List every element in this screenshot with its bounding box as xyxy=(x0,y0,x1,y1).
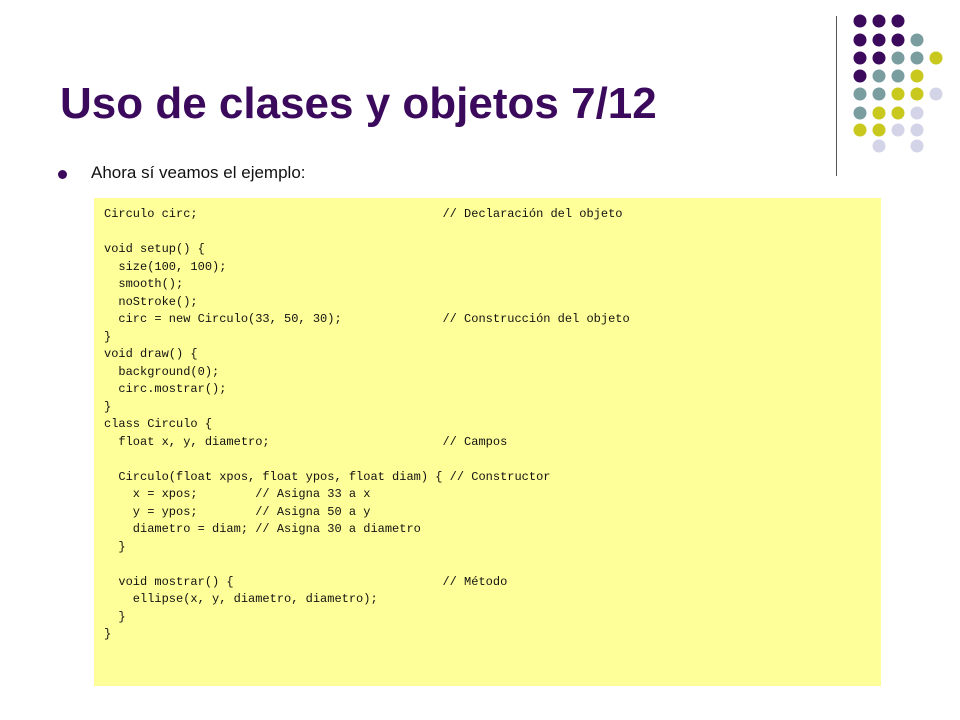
code-line: } xyxy=(104,609,126,624)
decorative-dot-icon xyxy=(854,34,867,47)
decorative-dot-icon xyxy=(873,88,886,101)
decorative-dot-icon xyxy=(892,15,905,28)
decorative-dot-icon xyxy=(854,70,867,83)
code-line: class Circulo { xyxy=(104,417,213,431)
code-line: float x, y, diametro; // Campos xyxy=(104,434,508,449)
code-line: noStroke(); xyxy=(104,294,198,309)
code-line: } xyxy=(104,627,112,641)
decorative-dot-icon xyxy=(892,34,905,47)
decorative-dot-icon xyxy=(892,124,905,137)
decorative-dot-icon xyxy=(873,34,886,47)
decorative-dot-icon xyxy=(854,15,867,28)
decorative-dot-icon xyxy=(873,124,886,137)
code-line: circ = new Circulo(33, 50, 30); // Construcción del objeto xyxy=(104,312,630,326)
decorative-dot-icon xyxy=(911,107,924,120)
decorative-dot-icon xyxy=(873,52,886,65)
code-line xyxy=(104,556,630,574)
code-line: background(0); xyxy=(104,364,220,379)
decorative-dot-icon xyxy=(892,70,905,83)
decorative-dot-icon xyxy=(892,52,905,65)
decorative-dot-icon xyxy=(873,15,886,28)
code-line xyxy=(104,224,630,242)
code-line: void setup() { xyxy=(104,242,205,256)
code-line: diametro = diam; // Asigna 30 a diametro xyxy=(104,522,421,536)
decorative-dot-icon xyxy=(873,70,886,83)
bullet-dot-icon xyxy=(58,170,67,179)
code-block xyxy=(104,206,630,644)
code-line: } xyxy=(104,329,112,344)
code-line: circ.mostrar(); xyxy=(104,382,227,396)
code-line: size(100, 100); xyxy=(104,259,227,274)
bullet-text: Ahora sí veamos el ejemplo: xyxy=(91,163,306,182)
code-line xyxy=(104,451,630,469)
decorative-dot-icon xyxy=(930,88,943,101)
code-line: void draw() { xyxy=(104,347,198,361)
decorative-dot-icon xyxy=(911,140,924,153)
decorative-dot-icon xyxy=(911,52,924,65)
code-line: ellipse(x, y, diametro, diametro); xyxy=(104,592,378,606)
decorative-dot-icon xyxy=(854,107,867,120)
code-line: } xyxy=(104,399,112,414)
code-line: smooth(); xyxy=(104,277,184,291)
decorative-dot-icon xyxy=(911,124,924,137)
decorative-dot-icon xyxy=(854,52,867,65)
decorative-dot-icon xyxy=(911,88,924,101)
code-line: Circulo circ; // Declaración del objeto xyxy=(104,207,623,221)
code-line: void mostrar() { // Método xyxy=(104,574,508,589)
decorative-dot-icon xyxy=(873,107,886,120)
code-line: x = xpos; // Asigna 33 a x xyxy=(104,487,371,501)
code-line: Circulo(float xpos, float ypos, float diam) { // Constructor xyxy=(104,469,551,484)
slide-title: Uso de clases y objetos 7/12 xyxy=(60,79,657,128)
decorative-dot-icon xyxy=(854,88,867,101)
decorative-dot-icon xyxy=(930,52,943,65)
decorative-dot-icon xyxy=(892,88,905,101)
decorative-dot-icon xyxy=(911,70,924,83)
decorative-dot-icon xyxy=(873,140,886,153)
code-line: y = ypos; // Asigna 50 a y xyxy=(104,504,371,519)
decorative-dot-icon xyxy=(892,107,905,120)
decorative-dot-icon xyxy=(911,34,924,47)
decorative-dot-icon xyxy=(854,124,867,137)
decorative-divider xyxy=(836,16,837,176)
code-line: } xyxy=(104,539,126,554)
